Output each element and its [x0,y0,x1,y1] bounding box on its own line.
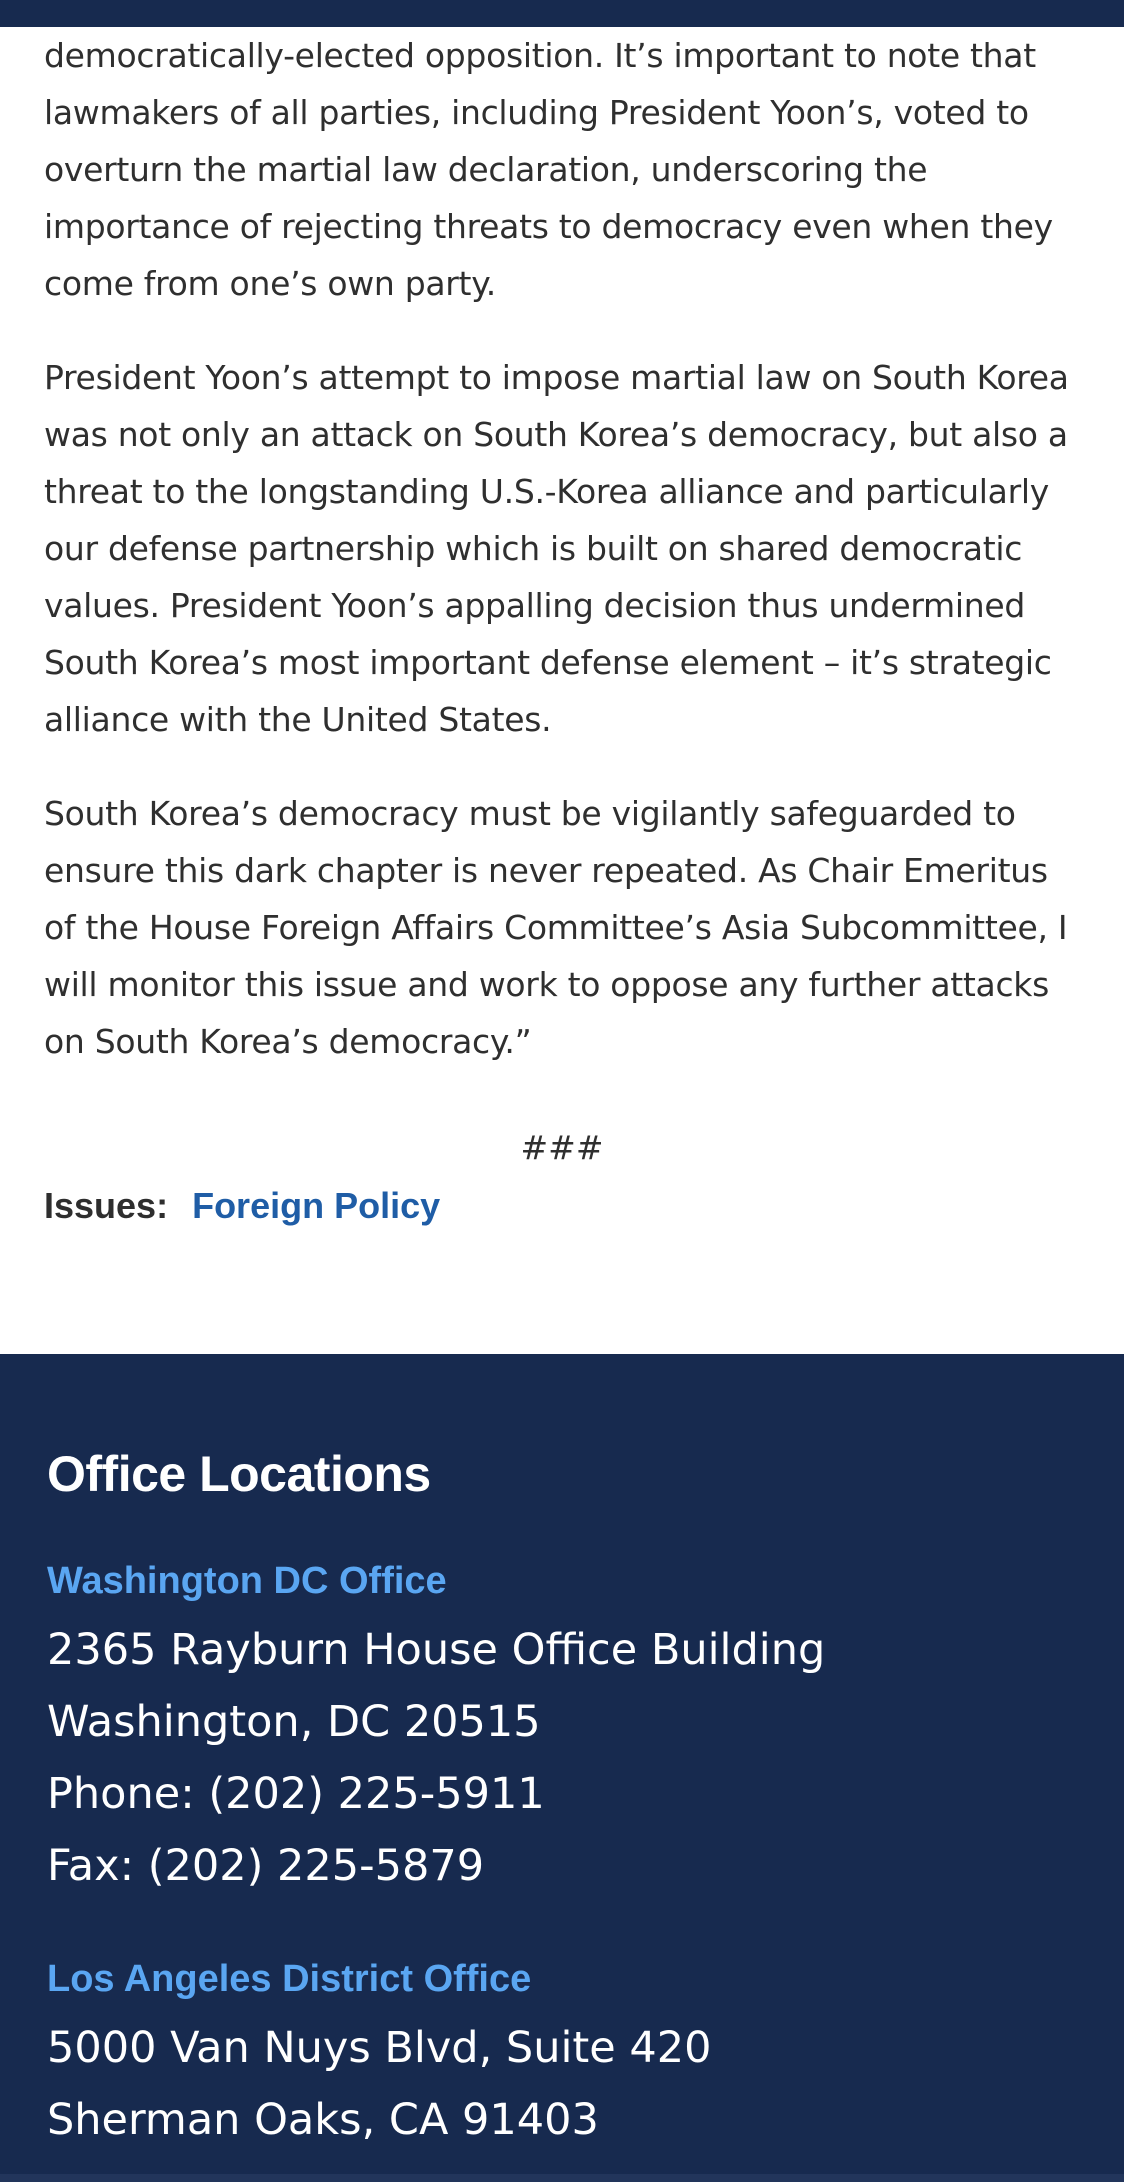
footer-divider [0,2174,1124,2182]
office-block-washington [47,1556,1087,1902]
article-paragraph: democratically-elected opposition. It’s important to note that lawmakers of all parties, including President Yoon’s, voted to overturn the martial law declaration, underscoring the importance of rejecting threats to democracy even when they come from one’s own party. [44,36,1053,303]
article-body [44,27,1084,1070]
office-city-line: Sherman Oaks, CA 91403 [47,2095,599,2145]
office-fax: Fax: (202) 225-5879 [47,1841,485,1891]
office-block-los-angeles [47,1954,1087,2156]
issues-row [44,1181,440,1231]
issues-label: Issues: [44,1185,169,1226]
office-phone[interactable]: Phone: (202) 225-5911 [47,1769,545,1819]
office-address-line: 5000 Van Nuys Blvd, Suite 420 [47,2023,712,2073]
office-locations-heading: Office Locations [47,1446,431,1502]
office-name-los-angeles[interactable]: Los Angeles District Office [47,1958,532,2000]
office-locations-footer [0,1354,1124,2182]
end-separator: ### [520,1128,604,1167]
office-city-line: Washington, DC 20515 [47,1697,541,1747]
issue-link-foreign-policy[interactable]: Foreign Policy [192,1185,441,1226]
office-name-washington[interactable]: Washington DC Office [47,1560,447,1602]
article-paragraph: South Korea’s democracy must be vigilantly safeguarded to ensure this dark chapter is never repeated. As Chair Emeritus of the House Foreign Affairs Committee’s Asia Subcommittee, I will monitor this issue and work to oppose any further attacks on South Korea’s democracy.” [44,794,1068,1061]
article-paragraph: President Yoon’s attempt to impose martial law on South Korea was not only an attack on South Korea’s democracy, but also a threat to the longstanding U.S.-Korea alliance and particularly our defense partnership which is built on shared democratic values. President Yoon’s appalling decision thus undermined South Korea’s most important defense element – it’s strategic alliance with the United States. [44,358,1069,739]
office-address-line: 2365 Rayburn House Office Building [47,1625,826,1675]
top-header-bar [0,0,1124,27]
